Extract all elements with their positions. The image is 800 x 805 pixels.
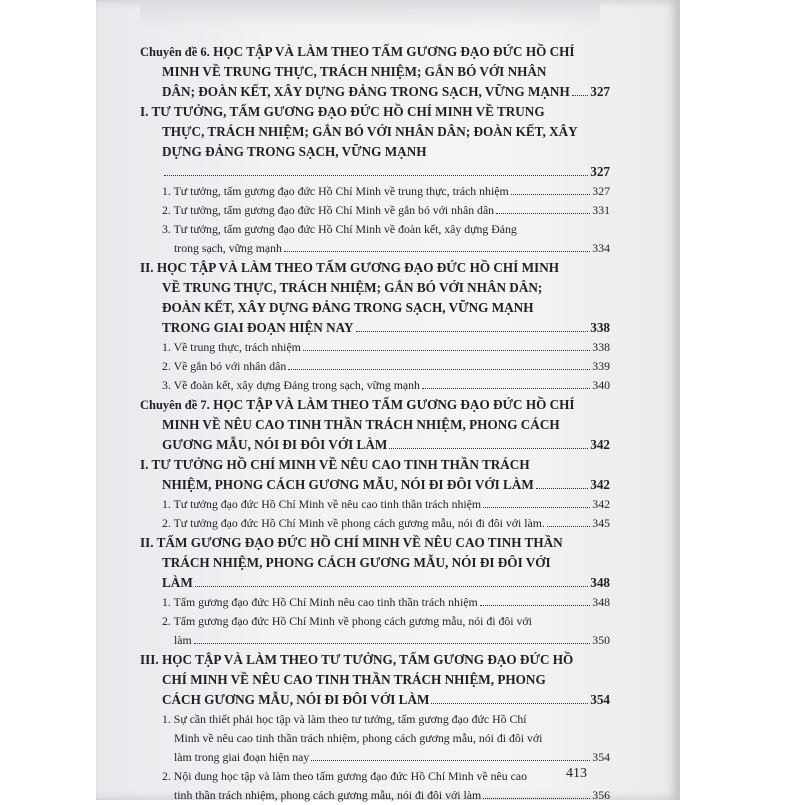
section-title-line [140, 475, 610, 495]
show-through-shadow [140, 0, 600, 28]
toc-item [140, 495, 610, 514]
toc-item-text: Minh về nêu cao tinh thần trách nhiệm, phong cách gương mẫu, nói đi đôi với [174, 731, 543, 745]
section-title-line: TƯ TƯỞNG HỒ CHÍ MINH VỀ NÊU CAO TINH THẦN TRÁCH [151, 457, 530, 472]
toc-item [140, 593, 610, 612]
page-number: 342 [590, 437, 610, 452]
page-number: 338 [592, 340, 610, 354]
page-number: 348 [592, 595, 610, 609]
toc-item-text: 2. Tư tưởng đạo đức Hồ Chí Minh về phong cách gương mẫu, nói đi đôi với làm. [162, 516, 545, 530]
page-number: 354 [590, 692, 610, 707]
page-number: 350 [592, 633, 610, 647]
section-title-text: LÀM [162, 575, 193, 590]
leader-dots [194, 643, 591, 644]
leader-dots [422, 388, 590, 389]
chapter-heading [140, 42, 610, 62]
page-number: 327 [590, 84, 610, 99]
leader-dots [389, 448, 588, 449]
chapter-title-line: MINH VỀ NÊU CAO TINH THẦN TRÁCH NHIỆM, PHONG CÁCH [162, 417, 560, 432]
folio-page-number: 413 [566, 766, 587, 781]
chapter-title-line: HỌC TẬP VÀ LÀM THEO TẤM GƯƠNG ĐẠO ĐỨC HỒ CHÍ [213, 397, 575, 412]
section-heading [140, 650, 610, 670]
toc-item [140, 786, 610, 805]
page-number: 342 [590, 477, 610, 492]
page-number: 334 [592, 241, 610, 255]
chapter-title-text: GƯƠNG MẪU, NÓI ĐI ĐÔI VỚI LÀM [162, 437, 388, 452]
leader-dots [572, 95, 589, 96]
toc-item-text: tinh thần trách nhiệm, phong cách gương mẫu, nói đi đôi với làm [174, 788, 482, 802]
toc-item-text: 2. Tấm gương đạo đức Hồ Chí Minh về phong cách gương mẫu, nói đi đôi với [162, 614, 532, 628]
page-number: 339 [592, 359, 610, 373]
section-heading [140, 258, 610, 278]
toc-item-text: 1. Tấm gương đạo đức Hồ Chí Minh nêu cao tinh thần trách nhiệm [162, 595, 478, 609]
section-title-line: TRÁCH NHIỆM, PHONG CÁCH GƯƠNG MẪU, NÓI ĐI ĐÔI VỚI [162, 555, 551, 570]
section-title-line: HỌC TẬP VÀ LÀM THEO TẤM GƯƠNG ĐẠO ĐỨC HỒ CHÍ MINH [156, 260, 559, 275]
section-number: I. [140, 457, 149, 472]
leader-dots [511, 194, 591, 195]
section-title-line: HỌC TẬP VÀ LÀM THEO TƯ TƯỞNG, TẤM GƯƠNG ĐẠO ĐỨC HỒ [162, 652, 574, 667]
toc-item-text: 2. Về gắn bó với nhân dân [162, 359, 287, 373]
section-title-line: TƯ TƯỞNG, TẤM GƯƠNG ĐẠO ĐỨC HỒ CHÍ MINH VỀ TRUNG [151, 104, 545, 119]
toc-item [140, 239, 610, 258]
section-number: II. [140, 260, 154, 275]
section-title-line: CHÍ MINH VỀ NÊU CAO TINH THẦN TRÁCH NHIỆM, PHONG [162, 672, 546, 687]
section-heading [140, 455, 610, 475]
page-number: 356 [592, 788, 610, 802]
toc-item [140, 338, 610, 357]
section-title-line: TẤM GƯƠNG ĐẠO ĐỨC HỒ CHÍ MINH VỀ NÊU CAO TINH THẦN [156, 535, 563, 550]
chapter-title-line: HỌC TẬP VÀ LÀM THEO TẤM GƯƠNG ĐẠO ĐỨC HỒ CHÍ [213, 44, 575, 59]
section-number: I. [140, 104, 149, 119]
toc-item-text: 2. Tư tưởng, tấm gương đạo đức Hồ Chí Minh về gắn bó với nhân dân [162, 203, 495, 217]
table-of-contents [140, 42, 610, 805]
page-number: 338 [590, 320, 610, 335]
toc-item-text: 1. Tư tưởng đạo đức Hồ Chí Minh về nêu cao tinh thần trách nhiệm [162, 497, 482, 511]
section-title-line [140, 690, 610, 710]
section-title-line: VỀ TRUNG THỰC, TRÁCH NHIỆM; GẮN BÓ VỚI NHÂN DÂN; [162, 280, 543, 295]
toc-item-text: 2. Nội dung học tập và làm theo tấm gương đạo đức Hồ Chí Minh về nêu cao [162, 769, 527, 783]
section-page-line [140, 162, 610, 182]
section-number: III. [140, 652, 159, 667]
chapter-label: Chuyên đề 6. [140, 45, 210, 59]
toc-item [140, 748, 610, 767]
leader-dots [356, 331, 589, 332]
chapter-title-text: DÂN; ĐOÀN KẾT, XÂY DỰNG ĐẢNG TRONG SẠCH, VỮNG MẠNH [162, 84, 570, 99]
leader-dots [431, 703, 588, 704]
chapter-title-line [140, 435, 610, 455]
section-title-text: TRONG GIAI ĐOẠN HIỆN NAY [162, 320, 354, 335]
toc-item-text: làm [174, 633, 192, 647]
page-number: 348 [590, 575, 610, 590]
page-number: 327 [590, 164, 610, 179]
toc-item [140, 514, 610, 533]
leader-dots [536, 488, 588, 489]
section-title-line [140, 573, 610, 593]
toc-item [140, 631, 610, 650]
page-number: 342 [592, 497, 610, 511]
section-title-line: ĐOÀN KẾT, XÂY DỰNG ĐẢNG TRONG SẠCH, VỮNG MẠNH [162, 300, 534, 315]
section-title-text: CÁCH GƯƠNG MẪU, NÓI ĐI ĐÔI VỚI LÀM [162, 692, 430, 707]
toc-item-text: 1. Sự cần thiết phải học tập và làm theo tư tưởng, tấm gương đạo đức Hồ Chí [162, 712, 527, 726]
toc-item-text: 1. Về trung thực, trách nhiệm [162, 340, 301, 354]
chapter-title-line [140, 82, 610, 102]
section-number: II. [140, 535, 154, 550]
toc-item-text: làm trong giai đoạn hiện nay [174, 750, 310, 764]
toc-item-text: 1. Tư tưởng, tấm gương đạo đức Hồ Chí Minh về trung thực, trách nhiệm [162, 184, 509, 198]
page-number: 327 [592, 184, 610, 198]
leader-dots [483, 507, 590, 508]
leader-dots [311, 760, 590, 761]
page-number: 354 [592, 750, 610, 764]
section-heading [140, 533, 610, 553]
leader-dots [284, 251, 590, 252]
toc-item-text: 3. Tư tưởng, tấm gương đạo đức Hồ Chí Minh về đoàn kết, xây dựng Đảng [162, 222, 517, 236]
section-title-text: NHIỆM, PHONG CÁCH GƯƠNG MẪU, NÓI ĐI ĐÔI VỚI LÀM [162, 477, 534, 492]
leader-dots [496, 213, 590, 214]
section-heading [140, 102, 610, 122]
page-number: 340 [592, 378, 610, 392]
section-title-line: THỰC, TRÁCH NHIỆM; GẮN BÓ VỚI NHÂN DÂN; ĐOÀN KẾT, XÂY [162, 124, 578, 139]
toc-item [140, 182, 610, 201]
leader-dots [303, 350, 590, 351]
toc-item-text: 3. Về đoàn kết, xây dựng Đảng trong sạch, vững mạnh [162, 378, 420, 392]
chapter-title-line: MINH VỀ TRUNG THỰC, TRÁCH NHIỆM; GẮN BÓ VỚI NHÂN [162, 64, 547, 79]
toc-item-text: trong sạch, vững mạnh [174, 241, 282, 255]
toc-item [140, 376, 610, 395]
page-number: 331 [592, 203, 610, 217]
leader-dots [547, 526, 590, 527]
chapter-label: Chuyên đề 7. [140, 398, 210, 412]
section-title-line [140, 318, 610, 338]
leader-dots [480, 605, 591, 606]
leader-dots [288, 369, 590, 370]
toc-item [140, 201, 610, 220]
leader-dots [164, 175, 588, 176]
chapter-heading [140, 395, 610, 415]
leader-dots [195, 586, 588, 587]
section-title-line: DỰNG ĐẢNG TRONG SẠCH, VỮNG MẠNH [162, 144, 427, 159]
leader-dots [483, 798, 590, 799]
page-number: 345 [592, 516, 610, 530]
toc-item [140, 357, 610, 376]
